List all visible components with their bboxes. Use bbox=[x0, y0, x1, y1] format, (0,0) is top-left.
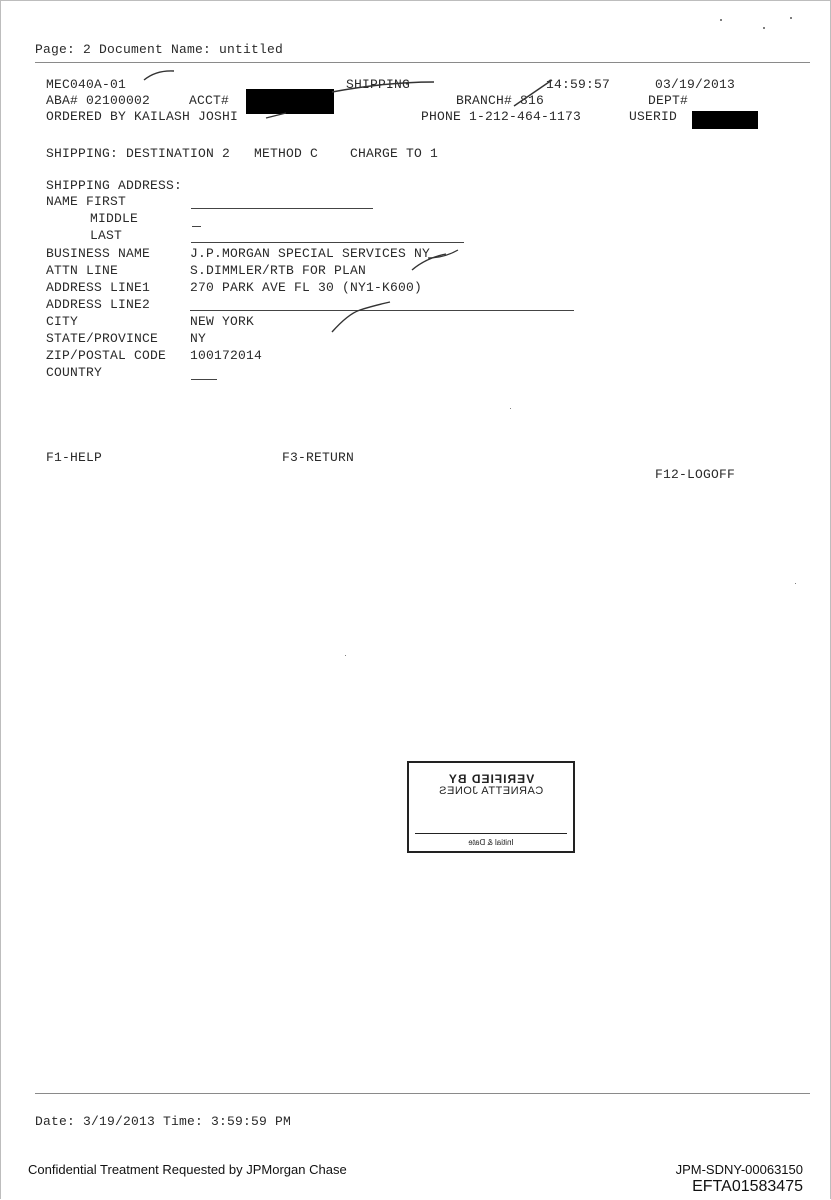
scan-speck bbox=[720, 19, 722, 21]
stamp-signature-line bbox=[415, 833, 567, 834]
state-label: STATE/PROVINCE bbox=[46, 331, 159, 346]
name-first-field[interactable] bbox=[191, 208, 373, 209]
city-value: NEW YORK bbox=[190, 314, 255, 329]
address-heading: SHIPPING ADDRESS: bbox=[46, 178, 183, 193]
zip-value: 100172014 bbox=[190, 348, 263, 363]
phone-number: PHONE 1-212-464-1173 bbox=[421, 109, 582, 124]
attn-line-value: S.DIMMLER/RTB FOR PLAN bbox=[190, 263, 367, 278]
f1-help-key[interactable]: F1-HELP bbox=[46, 450, 103, 465]
country-label: COUNTRY bbox=[46, 365, 103, 380]
screen-id: MEC040A-01 bbox=[46, 77, 127, 92]
redaction-userid bbox=[692, 111, 758, 129]
bates-number: JPM-SDNY-00063150 bbox=[675, 1162, 803, 1177]
userid-label: USERID bbox=[629, 109, 678, 124]
verification-stamp bbox=[407, 761, 575, 853]
scan-speck bbox=[345, 655, 346, 656]
f12-logoff-key[interactable]: F12-LOGOFF bbox=[655, 467, 736, 482]
aba-number: ABA# 02100002 bbox=[46, 93, 151, 108]
efta-number: EFTA01583475 bbox=[692, 1178, 803, 1195]
confidential-notice: Confidential Treatment Requested by JPMorgan Chase bbox=[28, 1162, 347, 1177]
f3-return-key[interactable]: F3-RETURN bbox=[282, 450, 355, 465]
last-label: LAST bbox=[90, 228, 123, 243]
address-line1-value: 270 PARK AVE FL 30 (NY1-K600) bbox=[190, 280, 423, 295]
print-datetime: Date: 3/19/2013 Time: 3:59:59 PM bbox=[35, 1114, 292, 1129]
acct-label: ACCT# bbox=[189, 93, 230, 108]
branch-number: BRANCH# 816 bbox=[456, 93, 545, 108]
middle-field[interactable] bbox=[192, 226, 201, 227]
state-value: NY bbox=[190, 331, 207, 346]
city-label: CITY bbox=[46, 314, 79, 329]
business-name-label: BUSINESS NAME bbox=[46, 246, 151, 261]
header-rule bbox=[35, 62, 810, 63]
country-field[interactable] bbox=[191, 379, 217, 380]
stamp-name: CARNETTA JONES bbox=[438, 785, 544, 797]
stamp-initial-date: Initial & Date bbox=[468, 838, 514, 847]
page-header: Page: 2 Document Name: untitled bbox=[35, 42, 284, 57]
zip-label: ZIP/POSTAL CODE bbox=[46, 348, 167, 363]
screen-time: 14:59:57 bbox=[546, 77, 611, 92]
scan-speck bbox=[795, 583, 796, 584]
address-line2-label: ADDRESS LINE2 bbox=[46, 297, 151, 312]
name-first-label: NAME FIRST bbox=[46, 194, 127, 209]
screen-date: 03/19/2013 bbox=[655, 77, 736, 92]
stamp-verified-by: VERIFIED BY bbox=[447, 772, 535, 786]
handwritten-tick-5 bbox=[326, 298, 396, 338]
handwritten-tick-3 bbox=[262, 108, 292, 124]
dept-label: DEPT# bbox=[648, 93, 689, 108]
handwritten-tick-2 bbox=[326, 70, 556, 110]
attn-line-label: ATTN LINE bbox=[46, 263, 119, 278]
middle-label: MIDDLE bbox=[90, 211, 139, 226]
shipping-summary: SHIPPING: DESTINATION 2 METHOD C CHARGE TO 1 bbox=[46, 146, 439, 161]
handwritten-tick-4 bbox=[400, 240, 470, 280]
screen-title: SHIPPING bbox=[346, 77, 411, 92]
address-line1-label: ADDRESS LINE1 bbox=[46, 280, 151, 295]
ordered-by: ORDERED BY KAILASH JOSHI bbox=[46, 109, 239, 124]
footer-rule bbox=[35, 1093, 810, 1094]
scan-speck bbox=[763, 27, 765, 29]
handwritten-tick-1 bbox=[140, 66, 180, 86]
scan-speck bbox=[510, 408, 511, 409]
business-name-value: J.P.MORGAN SPECIAL SERVICES NY bbox=[190, 246, 431, 261]
scan-speck bbox=[790, 17, 792, 19]
